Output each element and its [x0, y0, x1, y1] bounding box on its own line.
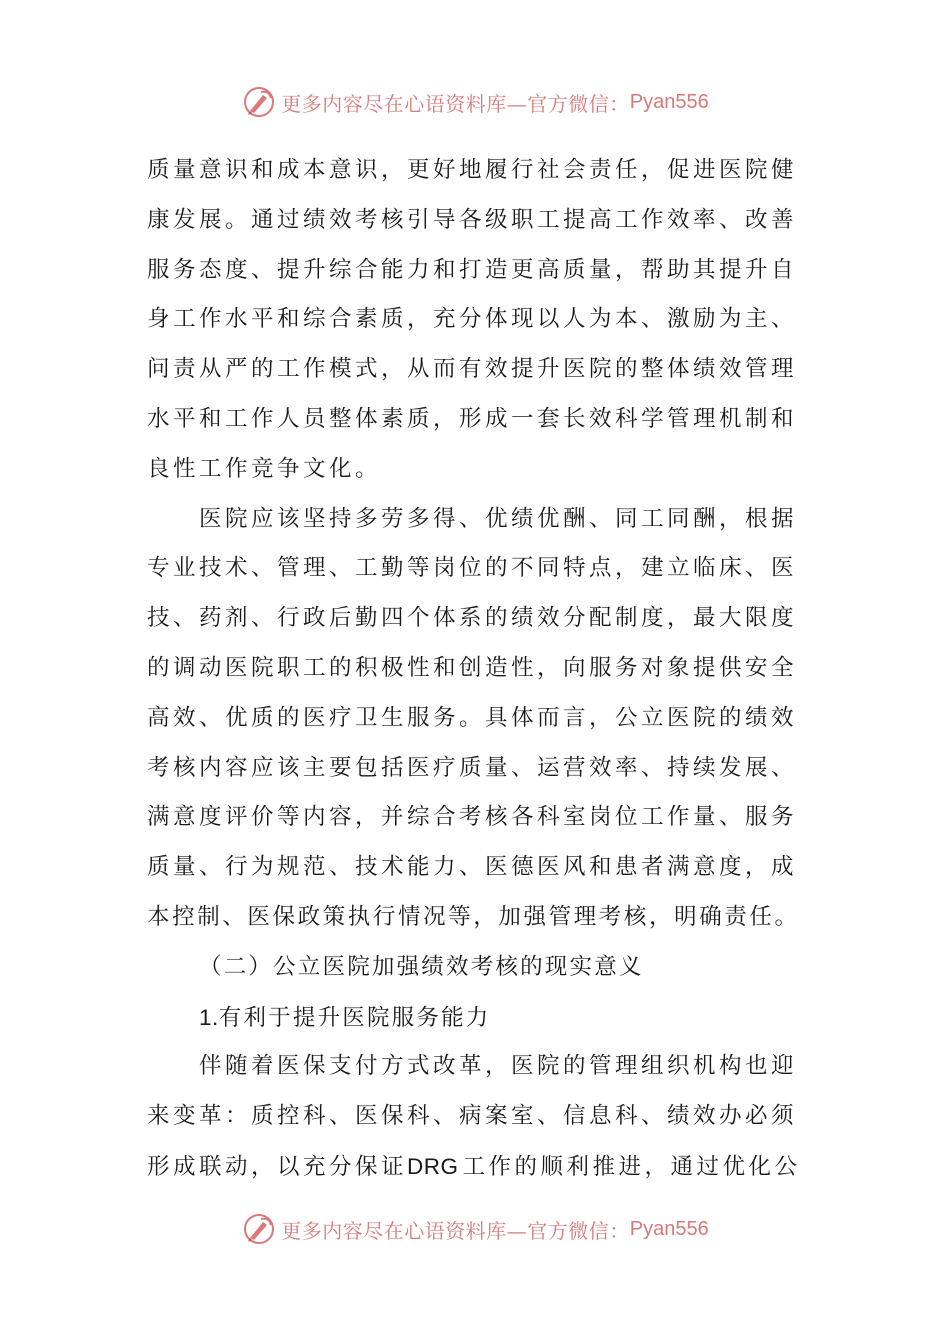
- pen-logo-icon: [241, 84, 277, 120]
- text-line: 的调动医院职工的积极性和创造性，向服务对象提供安全: [147, 654, 798, 681]
- paragraph-first-line: 伴随着医保支付方式改革，医院的管理组织机构也迎: [199, 1053, 798, 1080]
- header-watermark-banner: [0, 82, 950, 122]
- watermark-text: 更多内容尽在心语资料库—官方微信：: [281, 1218, 630, 1243]
- text-line: 服务态度、提升综合能力和打造更高质量，帮助其提升自: [147, 256, 798, 283]
- text-line: 康发展。通过绩效考核引导各级职工提高工作效率、改善: [147, 206, 798, 233]
- section-heading: （二）公立医院加强绩效考核的现实意义: [199, 953, 644, 980]
- subsection-heading: [147, 993, 807, 1043]
- text-line: [147, 1142, 807, 1192]
- text-line: 本控制、医保政策执行情况等，加强管理考核，明确责任。: [147, 903, 800, 930]
- text-line: 考核内容应该主要包括医疗质量、运营效率、持续发展、: [147, 754, 798, 781]
- text-line: 良性工作竞争文化。: [147, 455, 382, 482]
- subsection-heading-text: 有利于提升医院服务能力: [218, 1004, 491, 1031]
- text-line: 质量、行为规范、技术能力、医德医风和患者满意度，成: [147, 854, 798, 881]
- text-line: 技、药剂、行政后勤四个体系的绩效分配制度，最大限度: [147, 605, 798, 632]
- watermark-text: 更多内容尽在心语资料库—官方微信：: [281, 91, 630, 116]
- pen-logo-icon: [241, 1211, 277, 1247]
- watermark-wechat-id: Pyan556: [629, 1217, 709, 1240]
- footer-watermark-banner: [0, 1209, 950, 1249]
- text-line: 问责从严的工作模式，从而有效提升医院的整体绩效管理: [147, 356, 798, 383]
- abbreviation: DRG: [407, 1153, 459, 1179]
- text-line: 高效、优质的医疗卫生服务。具体而言，公立医院的绩效: [147, 704, 798, 731]
- text-segment: 工作的顺利推进，通过优化公: [462, 1153, 801, 1180]
- text-segment: 形成联动，以充分保证: [147, 1153, 408, 1180]
- text-line: 来变革：质控科、医保科、病案室、信息科、绩效办必须: [147, 1103, 798, 1130]
- document-body: [147, 146, 807, 1192]
- text-line: 质量意识和成本意识，更好地履行社会责任，促进医院健: [147, 157, 798, 183]
- text-line: 身工作水平和综合素质，充分体现以人为本、激励为主、: [147, 306, 798, 333]
- watermark-wechat-id: Pyan556: [629, 90, 709, 113]
- text-line: 水平和工作人员整体素质，形成一套长效科学管理机制和: [147, 405, 798, 432]
- text-line: 满意度评价等内容，并综合考核各科室岗位工作量、服务: [147, 804, 798, 831]
- paragraph-first-line: 医院应该坚持多劳多得、优绩优酬、同工同酬，根据: [199, 505, 798, 532]
- list-number: 1.: [199, 1004, 219, 1030]
- text-line: 专业技术、管理、工勤等岗位的不同特点，建立临床、医: [147, 555, 798, 582]
